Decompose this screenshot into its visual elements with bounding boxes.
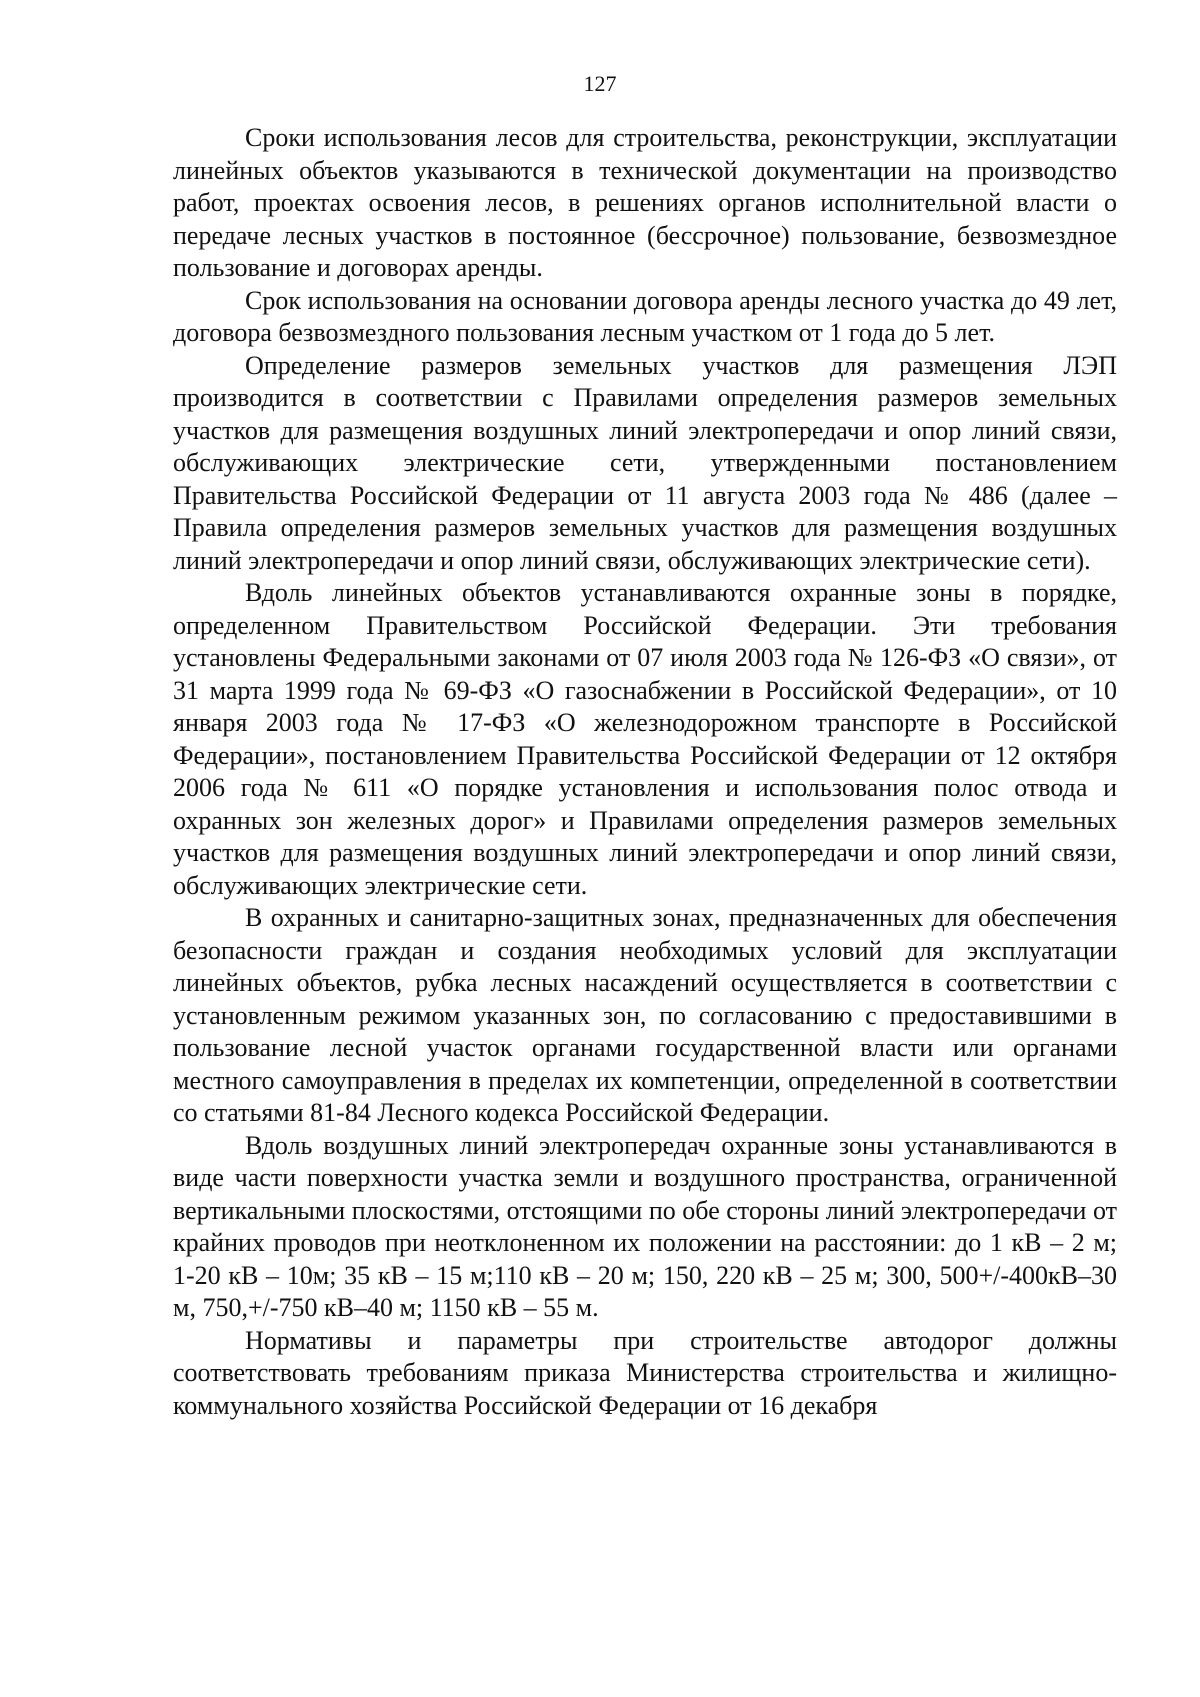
paragraph-sanitary-zones: В охранных и санитарно-защитных зонах, предназначенных для обеспечения безопасности граждан и создания необходимых условий для эксплуатации линейных объектов, рубка лесных насаждений осуществляется в соответствии с установленным режимом указанных зон, по согласованию с предоставившими в пользование лесной участок органами государственной власти или органами местного самоуправления в пределах их компетенции, определенной в соответствии со статьями 81-84 Лесного кодекса Российской Федерации. — [173, 903, 1117, 1127]
paragraph-usage-terms: Сроки использования лесов для строительства, реконструкции, эксплуатации линейных объектов указываются в технической документации на производство работ, проектах освоения лесов, в решениях органов исполнительной власти о передаче лесных участков в постоянное (бессрочное) пользование, безвозмездное пользование и договорах аренды. — [173, 123, 1117, 282]
document-body — [173, 122, 1117, 1422]
paragraph-lease-duration: Срок использования на основании договора аренды лесного участка до 49 лет, договора безвозмездного пользования лесным участком от 1 года до 5 лет. — [173, 285, 1117, 347]
paragraph-road-standards: Нормативы и параметры при строительстве автодорог должны соответствовать требованиям приказа Министерства строительства и жилищно-коммунального хозяйства Российской Федерации от 16 декабря — [173, 1325, 1117, 1420]
page-number: 127 — [583, 71, 617, 96]
paragraph-protected-zones: Вдоль линейных объектов устанавливаются охранные зоны в порядке, определенном Правительством Российской Федерации. Эти требования установлены Федеральными законами от 07 июля 2003 года № 126-ФЗ «О связи», от 31 марта 1999 года № 69-ФЗ «О газоснабжении в Российской Федерации», от 10 января 2003 года № 17-ФЗ «О железнодорожном транспорте в Российской Федерации», постановлением Правительства Российской Федерации от 12 октября 2006 года № 611 «О порядке установления и использования полос отвода и охранных зон железных дорог» и Правилами определения размеров земельных участков для размещения воздушных линий электропередачи и опор линий связи, обслуживающих электрические сети. — [173, 578, 1117, 900]
paragraph-land-plot-sizes: Определение размеров земельных участков для размещения ЛЭП производится в соответствии с Правилами определения размеров земельных участков для размещения воздушных линий электропередачи и опор линий связи, обслуживающих электрические сети, утвержденными постановлением Правительства Российской Федерации от 11 августа 2003 года № 486 (далее – Правила определения размеров земельных участков для размещения воздушных линий электропередачи и опор линий связи, обслуживающих электрические сети). — [173, 350, 1117, 575]
paragraph-power-line-zones: Вдоль воздушных линий электропередач охранные зоны устанавливаются в виде части поверхности участка земли и воздушного пространства, ограниченной вертикальными плоскостями, отстоящими по обе стороны линий электропередачи от крайних проводов при неотклоненном их положении на расстоянии: до 1 кВ – 2 м; 1-20 кВ – 10м; 35 кВ – 15 м;110 кВ – 20 м; 150, 220 кВ – 25 м; 300, 500+/-400кВ–30 м, 750,+/-750 кВ–40 м; 1150 кВ – 55 м. — [173, 1130, 1117, 1322]
